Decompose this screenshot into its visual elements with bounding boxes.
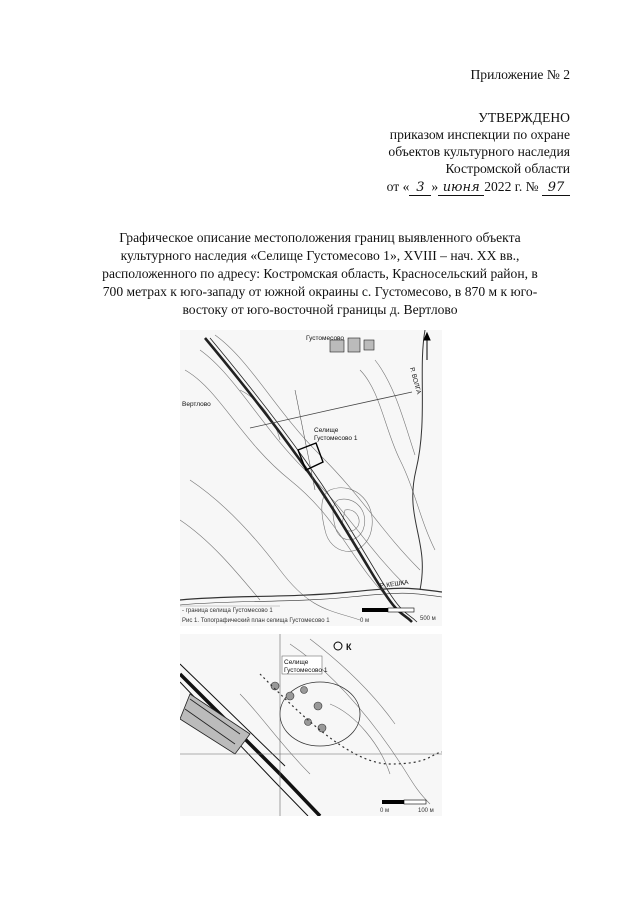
date-year: 2022 г. № [484, 179, 539, 194]
scale-end: 500 м [420, 616, 436, 622]
description-line-1: Графическое описание местоположения границ выявленного объекта [119, 230, 521, 245]
date-mid: » [431, 179, 439, 194]
order-number: 97 [542, 181, 570, 196]
date-day: 3 [409, 181, 431, 196]
scale-start: 0 м [380, 808, 390, 814]
scale-end: 100 м [418, 808, 434, 814]
date-prefix: от « [386, 179, 410, 194]
scale-start: 0 м [360, 618, 370, 624]
approval-line-2: объектов культурного наследия [388, 144, 570, 159]
description-line-3: расположенного по адресу: Костромская область, Красносельский район, в [102, 266, 538, 281]
label-river-volga: Р. ВОЛГА [408, 366, 422, 396]
map-caption: Рис 1. Топографический план селища Густомесово 1 [182, 618, 330, 624]
label-site-1: Селище [284, 659, 309, 666]
appendix-label: Приложение № 2 [470, 67, 570, 82]
point-k-label: К [346, 642, 352, 652]
detail-map [180, 634, 442, 816]
approval-date-line [387, 178, 570, 196]
label-vertlovo: Вертлово [182, 401, 211, 408]
date-month: июня [438, 181, 484, 196]
topographic-map [180, 330, 442, 626]
description-line-5: востоку от юго-восточной границы д. Вертлово [182, 302, 458, 317]
map-legend: - граница селища Густомесово 1 [182, 608, 273, 614]
object-description [40, 229, 600, 319]
label-site-2: Густомесово 1 [314, 435, 358, 442]
label-gustomesovo: Густомесово [306, 335, 345, 342]
label-river-kesha: Р. КЕШКА [379, 579, 409, 590]
description-line-2: культурного наследия «Селище Густомесово 1», XVIII – нач. XX вв., [120, 248, 520, 263]
description-line-4: 700 метрах к юго-западу от южной окраины с. Густомесово, в 870 м к юго- [102, 284, 538, 299]
approval-title: УТВЕРЖДЕНО [478, 110, 570, 125]
approval-line-1: приказом инспекции по охране [389, 127, 570, 142]
approval-line-3: Костромской области [445, 161, 570, 176]
label-site-2: Густомесово 1 [284, 667, 328, 674]
label-site-1: Селище [314, 427, 339, 434]
